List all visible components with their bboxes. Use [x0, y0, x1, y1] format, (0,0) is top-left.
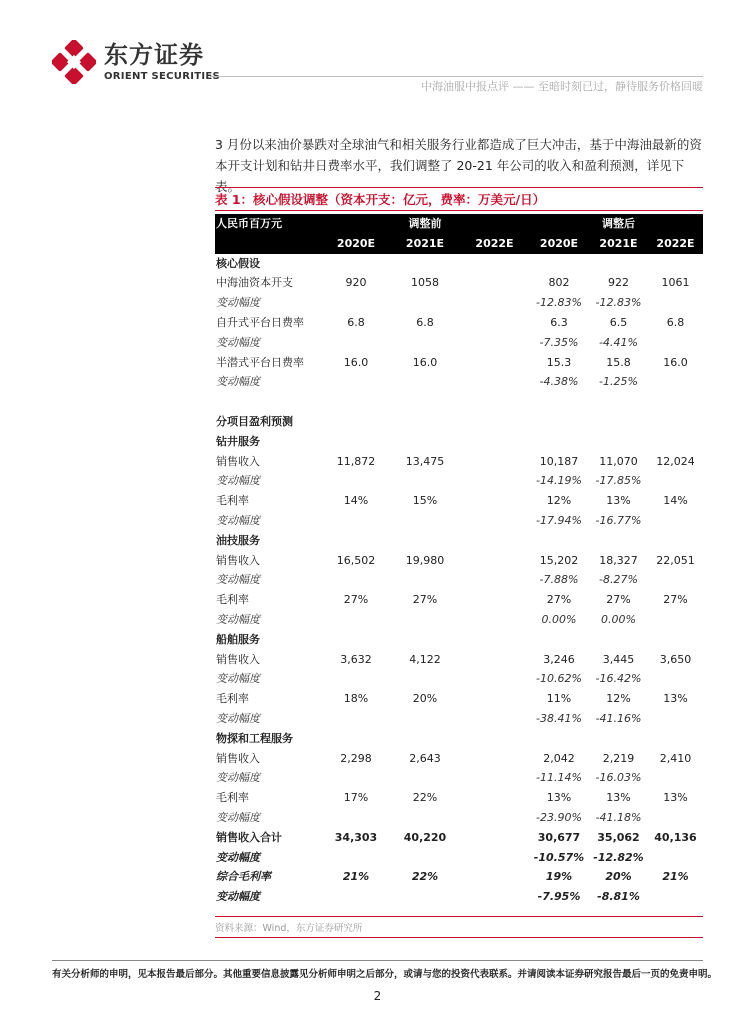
table-cell [322, 531, 390, 551]
table-cell: 18,327 [599, 553, 638, 567]
assumption-table-container [215, 214, 703, 907]
table-cell [589, 412, 648, 432]
row-label: 中海油资本开支 [216, 276, 293, 290]
assumption-table [215, 214, 703, 907]
year-header: 2020E [529, 234, 589, 254]
table-cell: 6.8 [347, 315, 365, 329]
table-cell [648, 808, 703, 828]
table-row [215, 669, 703, 689]
table-cell: 21% [662, 870, 689, 884]
table-cell [589, 392, 648, 412]
table-cell [460, 392, 529, 412]
table-cell [460, 610, 529, 630]
table-cell [322, 808, 390, 828]
table-row [215, 432, 703, 452]
table-row [215, 313, 703, 333]
row-label: 销售收入 [216, 652, 260, 666]
row-label: 自升式平台日费率 [216, 315, 304, 329]
table-cell: 21% [342, 870, 370, 884]
table-cell [648, 531, 703, 551]
table-cell [460, 689, 529, 709]
row-label: 船舶服务 [216, 632, 260, 646]
table-cell: 2,643 [409, 751, 441, 765]
table-row [215, 887, 703, 907]
table-cell [460, 828, 529, 848]
table-row [215, 729, 703, 749]
table-year-row [215, 234, 703, 254]
row-label: 销售收入 [216, 454, 260, 468]
table-cell [390, 412, 460, 432]
table-cell [529, 729, 589, 749]
table-cell [460, 887, 529, 907]
table-cell [529, 531, 589, 551]
table-cell: 12% [606, 692, 631, 706]
table-cell: 16.0 [412, 355, 438, 369]
table-row [215, 788, 703, 808]
table-cell [322, 709, 390, 729]
row-label: 变动幅度 [216, 810, 260, 824]
row-label: 毛利率 [216, 692, 249, 706]
table-cell [589, 531, 648, 551]
table-cell [648, 511, 703, 531]
table-cell: -23.90% [536, 810, 582, 824]
table-cell [460, 432, 529, 452]
table-cell [648, 669, 703, 689]
table-cell [648, 630, 703, 650]
table-cell: 20% [412, 692, 438, 706]
report-title: 中海油服中报点评 —— 至暗时刻已过，静待服务价格回暖 [421, 80, 703, 93]
table-cell [460, 531, 529, 551]
table-cell: 15% [412, 494, 438, 508]
table-cell [322, 471, 390, 491]
table-cell [460, 669, 529, 689]
table-cell: 14% [663, 494, 688, 508]
row-label: 变动幅度 [216, 474, 260, 488]
table-cell: 22% [412, 791, 438, 805]
table-cell: -10.57% [533, 850, 585, 864]
table-cell [460, 491, 529, 511]
table-row [215, 452, 703, 472]
table-cell [460, 749, 529, 769]
table-cell [460, 808, 529, 828]
row-label: 销售收入 [216, 553, 260, 567]
year-header: 2021E [589, 234, 648, 254]
table-cell [589, 630, 648, 650]
table-cell: 2,298 [340, 751, 372, 765]
table-cell [460, 709, 529, 729]
table-cell: -12.82% [593, 850, 644, 864]
table-row [215, 709, 703, 729]
table-cell [390, 808, 460, 828]
row-label: 变动幅度 [216, 711, 260, 725]
table-cell [648, 254, 703, 274]
row-label: 毛利率 [216, 593, 249, 607]
table-cell: 11,070 [599, 454, 638, 468]
table-cell: 27% [663, 593, 688, 607]
table-row [215, 333, 703, 353]
table-row [215, 531, 703, 551]
table-cell [322, 848, 390, 868]
table-cell [322, 669, 390, 689]
table-cell: -10.62% [536, 672, 582, 686]
table-cell [322, 333, 390, 353]
table-bottom-rule [215, 937, 703, 938]
table-row [215, 372, 703, 392]
table-cell: 11,872 [336, 454, 376, 468]
row-label: 物探和工程服务 [216, 731, 293, 745]
table-cell [390, 630, 460, 650]
table-cell [589, 729, 648, 749]
table-cell: 22,051 [656, 553, 695, 567]
table-cell [460, 372, 529, 392]
table-cell [648, 610, 703, 630]
header-divider [210, 76, 703, 77]
table-cell: 27% [343, 593, 369, 607]
unit-header: 人民币百万元 [215, 214, 322, 234]
table-cell [460, 551, 529, 571]
table-cell: 13% [663, 692, 688, 706]
table-cell: 27% [606, 593, 631, 607]
table-cell [322, 372, 390, 392]
table-cell [390, 669, 460, 689]
table-row [215, 412, 703, 432]
year-header: 2022E [460, 234, 529, 254]
table-row [215, 293, 703, 313]
year-header: 2021E [390, 234, 460, 254]
source-divider [215, 916, 703, 917]
table-cell [648, 293, 703, 313]
table-cell: 12% [546, 494, 572, 508]
table-cell: 3,445 [602, 652, 635, 666]
table-cell [390, 372, 460, 392]
table-cell: -41.18% [595, 810, 642, 824]
table-cell [529, 432, 589, 452]
table-cell [460, 570, 529, 590]
table-cell [529, 630, 589, 650]
row-label: 变动幅度 [216, 335, 260, 349]
after-adjust-header: 调整后 [589, 214, 648, 234]
table-cell [390, 392, 460, 412]
table-row [215, 650, 703, 670]
table-cell [460, 254, 529, 274]
table-cell [460, 452, 529, 472]
table-cell: 17% [343, 791, 369, 805]
table-row [215, 610, 703, 630]
table-cell: 3,246 [543, 652, 575, 666]
table-cell [589, 432, 648, 452]
table-row [215, 590, 703, 610]
table-cell [322, 511, 390, 531]
table-row [215, 768, 703, 788]
table-cell [322, 432, 390, 452]
table-cell: 6.8 [416, 315, 434, 329]
row-label: 分项目盈利预测 [216, 414, 293, 428]
table-cell [322, 729, 390, 749]
table-cell [390, 511, 460, 531]
row-label: 变动幅度 [216, 296, 260, 310]
table-row [215, 630, 703, 650]
table-cell: -17.94% [536, 513, 582, 527]
table-cell: 2,410 [659, 751, 692, 765]
table-cell: -11.14% [536, 771, 582, 785]
table-cell [460, 729, 529, 749]
company-logo [52, 40, 220, 84]
table-cell: 922 [608, 276, 629, 290]
row-label: 销售收入合计 [216, 830, 282, 844]
table-cell: 22% [411, 870, 439, 884]
row-label: 变动幅度 [216, 850, 260, 864]
row-label: 变动幅度 [216, 573, 260, 587]
table-row [215, 254, 703, 274]
table-cell: 16,502 [336, 553, 376, 567]
table-cell [648, 887, 703, 907]
table-cell: 6.8 [666, 315, 685, 329]
table-cell [460, 848, 529, 868]
table-cell: 13,475 [405, 454, 445, 468]
table-cell [648, 412, 703, 432]
row-label [215, 392, 322, 412]
table-cell [390, 570, 460, 590]
table-cell: 1061 [661, 276, 690, 290]
table-cell [648, 372, 703, 392]
table-cell: 40,136 [654, 830, 697, 844]
table-cell: -14.19% [536, 474, 582, 488]
row-label: 毛利率 [216, 494, 249, 508]
table-cell [529, 392, 589, 412]
table-row [215, 551, 703, 571]
table-cell: -7.35% [539, 335, 579, 349]
table-cell: 11% [546, 692, 572, 706]
table-cell: -41.16% [595, 711, 642, 725]
table-cell: 920 [345, 276, 367, 290]
table-cell [322, 392, 390, 412]
table-cell: 40,220 [403, 830, 447, 844]
table-top-rule [215, 187, 703, 188]
table-cell: 16.0 [343, 355, 369, 369]
table-cell: -8.81% [597, 890, 640, 904]
table-cell [390, 531, 460, 551]
table-cell: 27% [546, 593, 572, 607]
table-row [215, 689, 703, 709]
table-cell: 19,980 [405, 553, 445, 567]
row-label: 变动幅度 [216, 612, 260, 626]
table-cell: 13% [606, 494, 631, 508]
table-cell [648, 768, 703, 788]
row-label: 半潜式平台日费率 [216, 355, 304, 369]
footer-divider [52, 960, 703, 961]
table-cell [390, 333, 460, 353]
table-cell: 0.00% [541, 612, 577, 626]
row-label: 变动幅度 [216, 513, 260, 527]
table-cell [322, 293, 390, 313]
table-cell: 27% [412, 593, 438, 607]
table-cell [460, 788, 529, 808]
disclaimer-text: 有关分析师的申明，见本报告最后部分。其他重要信息披露见分析师申明之后部分，或请与您的投资代表联系。并请阅读本证券研究报告最后一页的免责申明。 [52, 969, 718, 980]
logo-chinese-name: 东方证券 [104, 41, 204, 69]
table-cell: 35,062 [597, 830, 640, 844]
table-cell: 13% [546, 791, 572, 805]
table-cell: 3,632 [340, 652, 372, 666]
table-cell [648, 848, 703, 868]
table-cell: 13% [663, 791, 688, 805]
table-cell: -7.95% [537, 890, 581, 904]
table-cell: -7.88% [539, 573, 579, 587]
table-cell: 6.5 [609, 315, 628, 329]
table-cell [648, 570, 703, 590]
page-number: 2 [373, 989, 382, 1003]
table-header-row [215, 214, 703, 234]
row-label: 综合毛利率 [216, 870, 271, 884]
table-cell [390, 887, 460, 907]
table-cell: 20% [605, 870, 632, 884]
row-label: 变动幅度 [216, 890, 260, 904]
table-cell [529, 254, 589, 274]
table-row [215, 511, 703, 531]
table-cell: 18% [343, 692, 369, 706]
table-cell: 15.3 [546, 355, 572, 369]
table-cell [322, 768, 390, 788]
table-cell: 2,042 [543, 751, 575, 765]
table-cell: 4,122 [409, 652, 441, 666]
table-cell: -1.25% [599, 375, 638, 389]
logo-english-name: ORIENT SECURITIES [104, 71, 221, 82]
row-label: 变动幅度 [216, 771, 260, 785]
intro-paragraph: 3 月份以来油价暴跌对全球油气和相关服务行业都造成了巨大冲击，基于中海油最新的资本开支计划和钻井日费率水平，我们调整了 20-21 年公司的收入和盈利预测，详见下表。 [215, 137, 702, 194]
row-label: 变动幅度 [216, 375, 260, 389]
table-row [215, 570, 703, 590]
table-row [215, 808, 703, 828]
table-cell: -8.27% [599, 573, 638, 587]
table-cell [390, 610, 460, 630]
table-cell [460, 273, 529, 293]
table-cell: 10,187 [539, 454, 579, 468]
table-cell [460, 353, 529, 373]
table-row [215, 867, 703, 887]
table-cell [460, 412, 529, 432]
table-cell: 13% [606, 791, 631, 805]
table-cell [390, 768, 460, 788]
table-cell: 3,650 [659, 652, 692, 666]
row-label: 钻井服务 [216, 434, 260, 448]
table-cell: -12.83% [536, 296, 582, 310]
table-cell: 6.3 [550, 315, 568, 329]
table-cell: -16.77% [595, 513, 642, 527]
table-row [215, 848, 703, 868]
table-cell [460, 511, 529, 531]
table-cell: -38.41% [536, 711, 582, 725]
table-cell: 0.00% [601, 612, 636, 626]
table-cell [322, 610, 390, 630]
table-cell: 14% [343, 494, 369, 508]
table-cell [322, 412, 390, 432]
table-cell: 19% [545, 870, 573, 884]
table-row [215, 491, 703, 511]
table-cell: -4.38% [539, 375, 579, 389]
table-cell [460, 333, 529, 353]
table-cell: 2,219 [602, 751, 635, 765]
table-cell [460, 630, 529, 650]
table-cell [390, 254, 460, 274]
table-cell [322, 570, 390, 590]
table-cell: -16.03% [595, 771, 642, 785]
table-cell: -4.41% [599, 335, 638, 349]
table-row [215, 273, 703, 293]
row-label: 油技服务 [216, 533, 260, 547]
orient-securities-logo-icon [52, 40, 96, 84]
table-source: 资料来源：Wind，东方证券研究所 [215, 923, 363, 934]
table-cell [390, 293, 460, 313]
table-cell: 12,024 [656, 454, 695, 468]
row-label: 变动幅度 [216, 672, 260, 686]
before-adjust-header: 调整前 [390, 214, 460, 234]
table-title: 表 1：核心假设调整（资本开支：亿元，费率：万美元/日） [215, 192, 546, 207]
table-cell [322, 254, 390, 274]
year-header: 2020E [322, 234, 390, 254]
table-cell [648, 729, 703, 749]
table-cell: 34,303 [334, 830, 378, 844]
table-cell [390, 432, 460, 452]
table-cell [648, 333, 703, 353]
row-label: 核心假设 [216, 256, 260, 270]
year-header: 2022E [648, 234, 703, 254]
table-cell [460, 590, 529, 610]
table-cell [390, 471, 460, 491]
table-cell [460, 313, 529, 333]
table-cell: 1058 [411, 276, 439, 290]
table-cell: -16.42% [595, 672, 642, 686]
table-cell: -17.85% [595, 474, 642, 488]
table-cell [390, 709, 460, 729]
table-cell [648, 709, 703, 729]
row-label: 毛利率 [216, 791, 249, 805]
table-row [215, 828, 703, 848]
table-cell: 30,677 [537, 830, 581, 844]
table-title-rule [215, 210, 703, 211]
table-cell [529, 412, 589, 432]
row-label: 销售收入 [216, 751, 260, 765]
table-cell [460, 650, 529, 670]
table-row [215, 471, 703, 491]
table-cell: 15,202 [539, 553, 579, 567]
table-spacer-row [215, 392, 703, 412]
table-cell [460, 768, 529, 788]
table-row [215, 353, 703, 373]
table-cell [390, 848, 460, 868]
table-cell [322, 630, 390, 650]
table-cell: 16.0 [663, 355, 688, 369]
table-cell [648, 392, 703, 412]
table-cell: 802 [548, 276, 570, 290]
table-cell: -12.83% [595, 296, 642, 310]
table-cell [460, 293, 529, 313]
table-cell [460, 867, 529, 887]
table-cell [460, 471, 529, 491]
table-cell [322, 887, 390, 907]
table-cell [648, 471, 703, 491]
table-row [215, 749, 703, 769]
table-cell [648, 432, 703, 452]
table-cell [589, 254, 648, 274]
table-cell [390, 729, 460, 749]
table-cell: 15.8 [606, 355, 631, 369]
